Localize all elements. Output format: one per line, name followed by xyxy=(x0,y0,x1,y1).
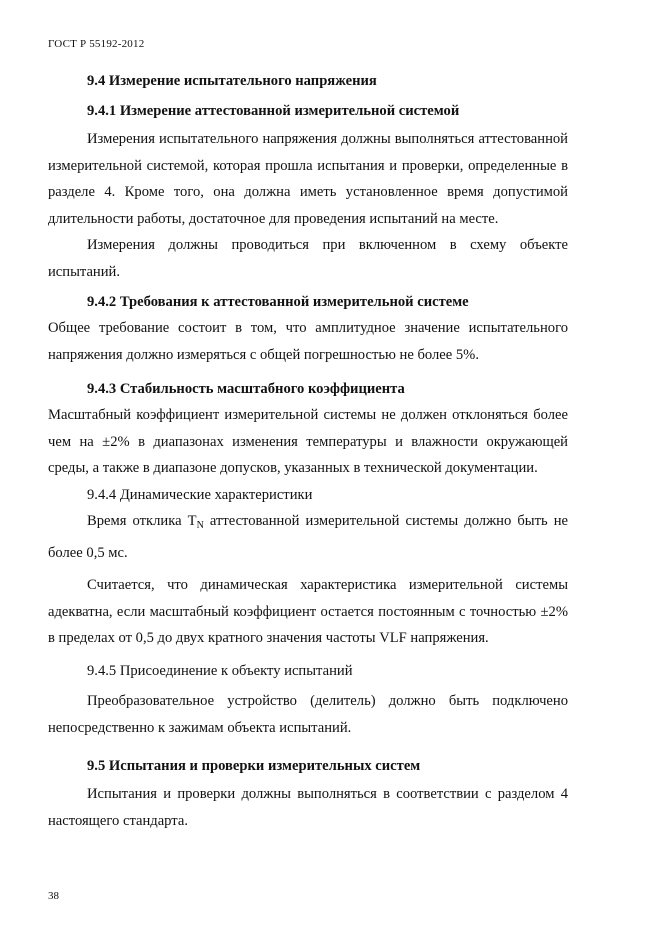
section-heading-9-4-5: 9.4.5 Присоединение к объекту испытаний xyxy=(87,662,353,679)
paragraph: Испытания и проверки должны выполняться в соответствии с разделом 4 настоящего стандарта. xyxy=(48,786,568,829)
paragraph: Считается, что динамическая характеристика измерительной системы адекватна, если масштабный коэффициент остается постоянным с точностью ±2% в пределах от 0,5 до двух кратного значения частоты VLF напряжения. xyxy=(48,577,568,646)
document-header: ГОСТ Р 55192-2012 xyxy=(48,38,145,50)
document-body xyxy=(48,64,568,834)
section-heading-9-4-1: 9.4.1 Измерение аттестованной измерительной системой xyxy=(87,103,460,119)
paragraph: Измерения должны проводиться при включенном в схему объекте испытаний. xyxy=(48,237,568,280)
section-heading-9-4-3: 9.4.3 Стабильность масштабного коэффициента xyxy=(87,381,405,397)
subscript: N xyxy=(196,520,204,531)
paragraph xyxy=(48,508,568,566)
paragraph: Масштабный коэффициент измерительной системы не должен отклоняться более чем на ±2% в диапазонах изменения температуры и влажности окружающей среды, а также в диапазоне допусков, указанных в технической документации. xyxy=(48,407,568,476)
paragraph-text: аттестованной измерительной системы должно быть не более 0,5 мс. xyxy=(48,513,568,561)
section-heading-9-4: 9.4 Измерение испытательного напряжения xyxy=(87,73,377,89)
paragraph: Измерения испытательного напряжения должны выполняться аттестованной измерительной системой, которая прошла испытания и проверки, определенные в разделе 4. Кроме того, она должна иметь установленное время допустимой длительности работы, достаточное для проведения испытаний на месте. xyxy=(48,131,568,227)
paragraph: Преобразовательное устройство (делитель) должно быть подключено непосредственно к зажимам объекта испытаний. xyxy=(48,693,568,736)
section-heading-9-4-4: 9.4.4 Динамические характеристики xyxy=(87,486,313,503)
page-number: 38 xyxy=(48,890,59,902)
paragraph-text: Время отклика T xyxy=(87,513,197,529)
section-heading-9-5: 9.5 Испытания и проверки измерительных систем xyxy=(87,758,421,774)
section-heading-9-4-2: 9.4.2 Требования к аттестованной измерительной системе xyxy=(87,294,469,310)
paragraph: Общее требование состоит в том, что амплитудное значение испытательного напряжения должно измеряться с общей погрешностью не более 5%. xyxy=(48,320,568,363)
